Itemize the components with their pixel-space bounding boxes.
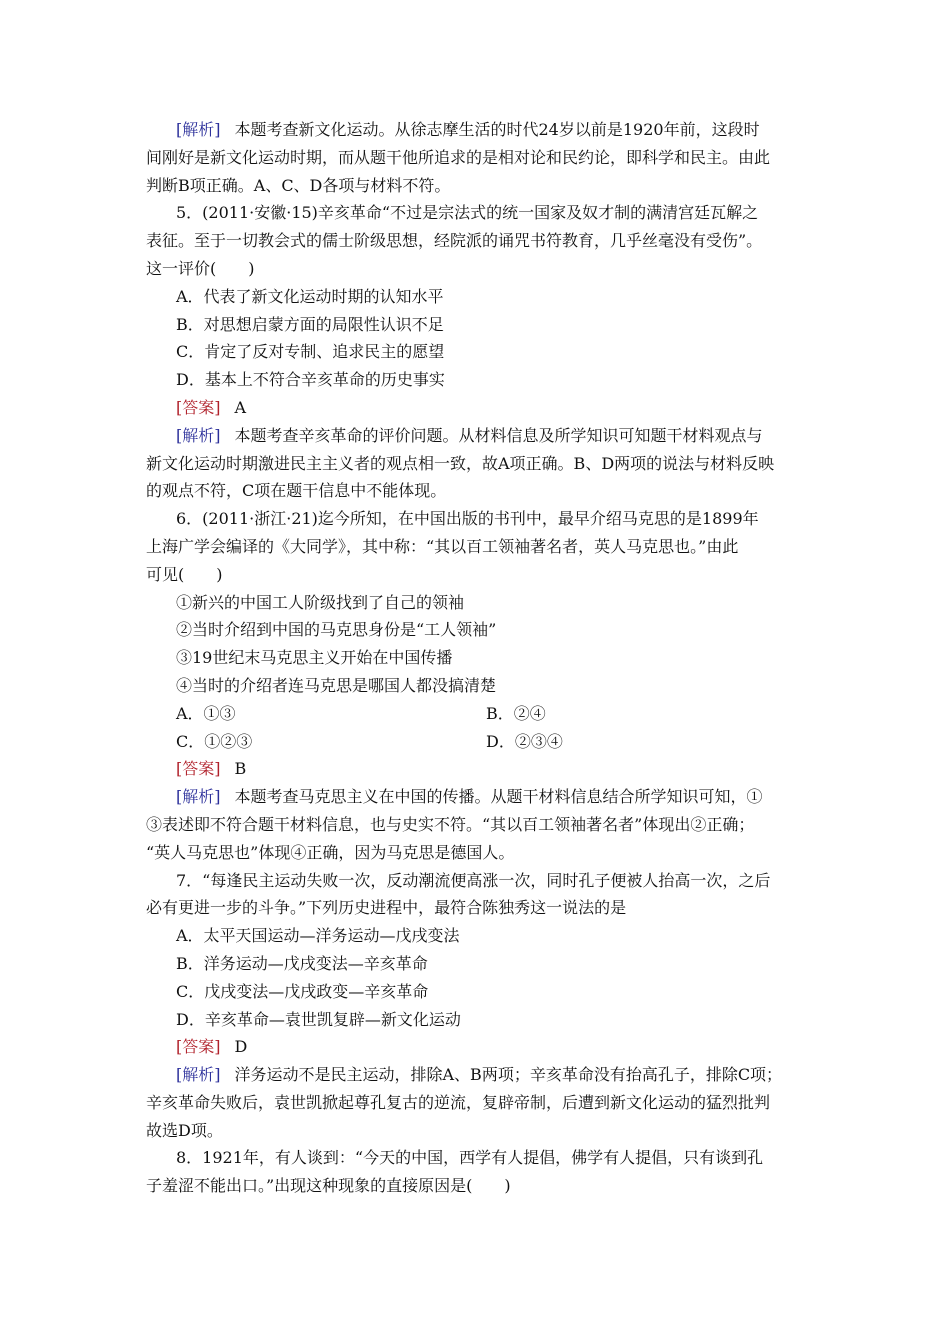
q5-analysis-line: 的观点不符，C项在题干信息中不能体现。: [146, 481, 447, 501]
jiexi-label: [解析]: [176, 120, 221, 139]
q6-stem-line: 可见( ): [146, 564, 223, 584]
q6-option-b: B．②④: [486, 703, 546, 723]
q5-analysis-line: [解析] 本题考查辛亥革命的评价问题。从材料信息及所学知识可知题干材料观点与: [176, 425, 763, 445]
q8-stem-line: 8．1921年，有人谈到：“今天的中国，西学有人提倡，佛学有人提倡，只有谈到孔: [176, 1148, 764, 1168]
q4-analysis-line: 判断B项正确。A、C、D各项与材料不符。: [146, 175, 451, 195]
q6-analysis-line: “英人马克思也”体现④正确，因为马克思是德国人。: [146, 842, 515, 862]
q7-stem-line: 7．“每逢民主运动失败一次，反动潮流便高涨一次，同时孔子便被人抬高一次，之后: [176, 870, 771, 890]
q6-answer: [答案] B: [176, 759, 247, 779]
q7-option-a: A．太平天国运动—洋务运动—戊戌变法: [176, 926, 460, 946]
q7-answer: [答案] D: [176, 1037, 248, 1057]
q7-analysis-line: 辛亥革命失败后，袁世凯掀起尊孔复古的逆流，复辟帝制，后遭到新文化运动的猛烈批判: [146, 1092, 771, 1112]
q6-stem-line: 6．(2011·浙江·21)迄今所知，在中国出版的书刊中，最早介绍马克思的是1899年: [176, 509, 759, 529]
q5-stem-line: 5．(2011·安徽·15)辛亥革命“不过是宗法式的统一国家及奴才制的满清宫廷瓦解之: [176, 203, 759, 223]
q6-options-row: [146, 728, 814, 756]
q4-analysis-line: [解析] 本题考查新文化运动。从徐志摩生活的时代24岁以前是1920年前，这段时: [176, 120, 760, 139]
q6-options-row: [146, 700, 814, 728]
q6-analysis-line: [解析] 本题考查马克思主义在中国的传播。从题干材料信息结合所学知识可知，①: [176, 787, 763, 807]
q7-option-b: B．洋务运动—戊戌变法—辛亥革命: [176, 953, 428, 973]
q6-item: ④当时的介绍者连马克思是哪国人都没搞清楚: [176, 675, 497, 695]
jiexi-label: [解析]: [176, 1065, 221, 1085]
q5-analysis-line: 新文化运动时期激进民主主义者的观点相一致，故A项正确。B、D两项的说法与材料反映: [146, 453, 775, 473]
jiexi-label: [解析]: [176, 425, 221, 445]
q6-stem-line: 上海广学会编译的《大同学》，其中称：“其以百工领袖著名者，英人马克思也。”由此: [146, 536, 739, 556]
q5-option-c: C．肯定了反对专制、追求民主的愿望: [176, 342, 445, 362]
q7-option-c: C．戊戌变法—戊戌政变—辛亥革命: [176, 981, 429, 1001]
daan-label: [答案]: [176, 759, 221, 779]
q6-item: ②当时介绍到中国的马克思身份是“工人领袖”: [176, 620, 497, 640]
q5-option-d: D．基本上不符合辛亥革命的历史事实: [176, 370, 445, 390]
q7-analysis-line: [解析] 洋务运动不是民主运动，排除A、B两项；辛亥革命没有抬高孔子，排除C项；: [176, 1065, 783, 1085]
q8-stem-line: 子羞涩不能出口。”出现这种现象的直接原因是( ): [146, 1176, 511, 1196]
q7-option-d: D．辛亥革命—袁世凯复辟—新文化运动: [176, 1009, 461, 1029]
q5-stem-line: 表征。至于一切教会式的儒士阶级思想，经院派的诵咒书符教育，几乎丝毫没有受伤”。: [146, 231, 763, 251]
q4-analysis-line: 间刚好是新文化运动时期，而从题干他所追求的是相对论和民约论，即科学和民主。由此: [146, 147, 771, 167]
q7-analysis-line: 故选D项。: [146, 1120, 223, 1140]
q6-item: ①新兴的中国工人阶级找到了自己的领袖: [176, 592, 465, 612]
q6-option-d: D．②③④: [486, 731, 563, 751]
q5-answer: [答案] A: [176, 397, 247, 417]
jiexi-label: [解析]: [176, 787, 221, 807]
daan-label: [答案]: [176, 1037, 221, 1057]
document-body: [146, 116, 814, 1200]
q5-option-a: A．代表了新文化运动时期的认知水平: [176, 286, 444, 306]
q6-analysis-line: ③表述即不符合题干材料信息，也与史实不符。“其以百工领袖著名者”体现出②正确；: [146, 814, 755, 834]
q6-option-c: C．①②③: [176, 731, 253, 751]
q7-stem-line: 必有更进一步的斗争。”下列历史进程中，最符合陈独秀这一说法的是: [146, 898, 627, 918]
daan-label: [答案]: [176, 397, 221, 417]
q6-option-a: A．①③: [176, 703, 236, 723]
q5-option-b: B．对思想启蒙方面的局限性认识不足: [176, 314, 444, 334]
q6-item: ③19世纪末马克思主义开始在中国传播: [176, 648, 453, 668]
q5-stem-line: 这一评价( ): [146, 258, 255, 278]
